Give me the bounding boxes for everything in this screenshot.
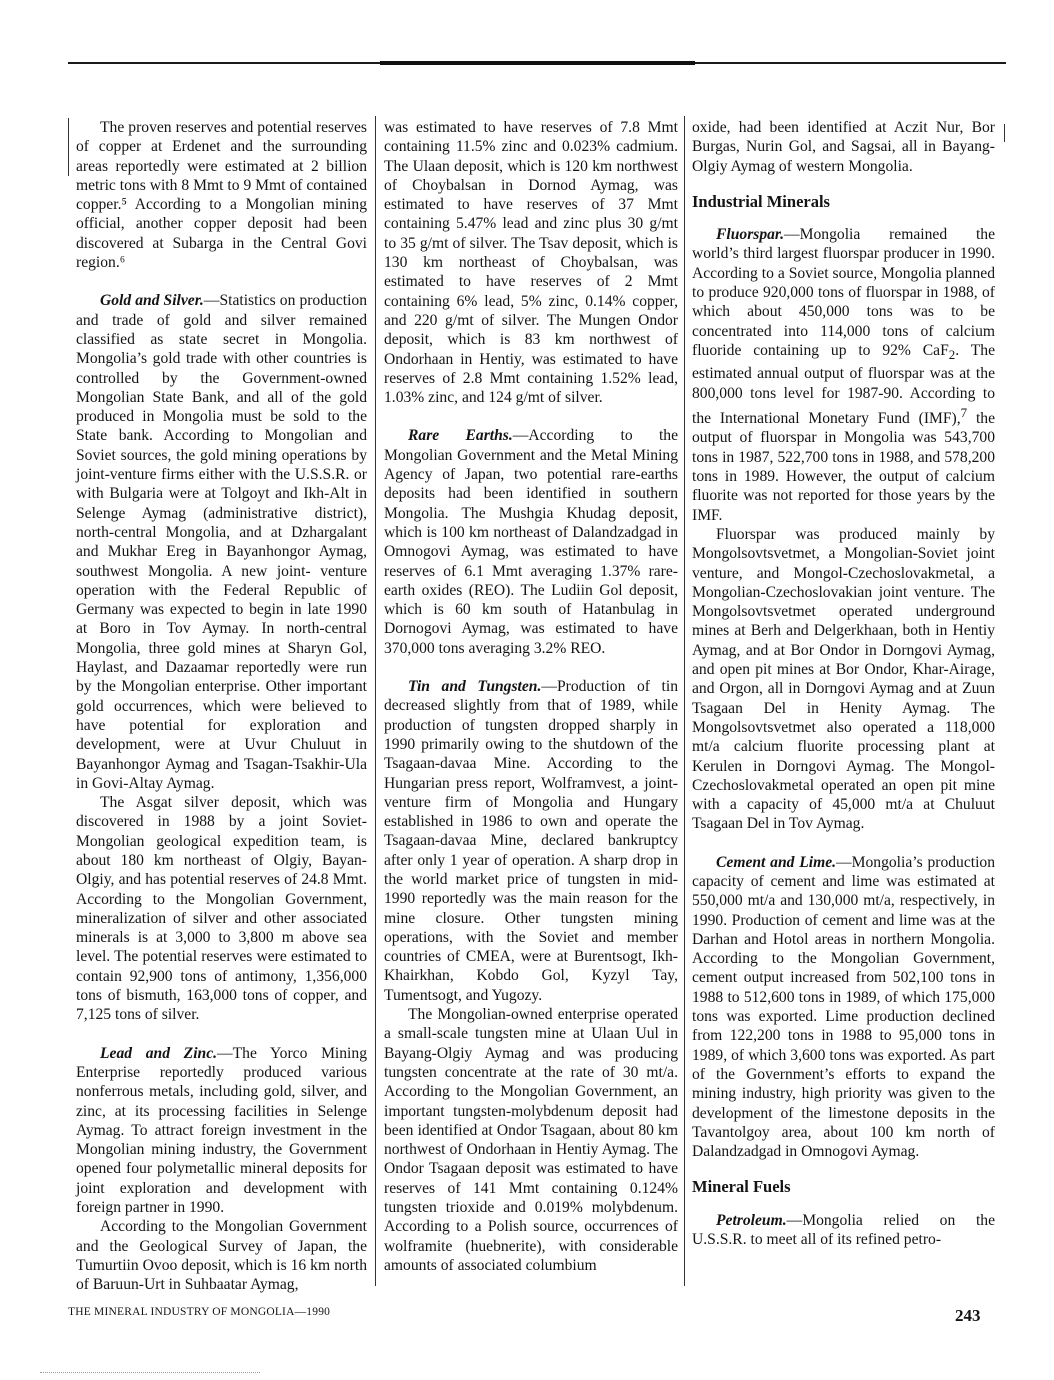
cement-lime-paragraph: Cement and Lime.—Mongolia’s production capacity of cement and lime was estimated at 550,000 mt/a and 130,000 mt/a, respectively, in 1990. Production of cement and lime was at the Darhan and Hotol areas in northern Mongolia. According to the Mongolian Government, cement output increased from 502,100 tons in 1988 to 512,600 tons in 1989, of which 175,000 tons was exported. Lime production declined from 122,200 tons in 1988 to 95,000 tons in 1989, of which 3,600 tons was exported. As part of the Government’s efforts to expand the mining industry, high priority was given to the development of the limestone deposits in the Tavantolgoy area, about 100 km north of Dalandzadgad in Omnogovi Aymag. bbox=[692, 853, 996, 1161]
tumurtiin-paragraph: According to the Mongolian Government and the Geological Survey of Japan, the Tumurtiin Ovoo deposit, which is 16 km north of Baruun-Urt in Suhbaatar Aymag, bbox=[76, 1218, 367, 1294]
asgat-silver-paragraph: The Asgat silver deposit, which was discovered in 1988 by a joint Soviet-Mongolian geological expedition team, is about 180 km northeast of Olgiy, Bayan-Olgiy, and has potential reserves of 24.8 Mmt. According to the Mongolian Government, mineralization of silver and other associated minerals is at 3,000 to 3,800 m above sea level. The potential reserves were estimated to contain 92,900 tons of antimony, 1,356,000 tons of bismuth, 163,000 tons of copper, and 7,125 tons of silver. bbox=[76, 794, 367, 1024]
tin-tungsten-paragraph: Tin and Tungsten.—Production of tin decreased slightly from that of 1989, while production of tungsten dropped sharply in 1990 primarily owing to the shutdown of the Tsagaan-davaa Mine. According to the Hungarian press report, Wolframvest, a joint- venture firm of Mongolia and Hungary established in 1986 to own and operate the Tsagaan-davaa Mine, declared bankruptcy after only 1 year of operation. A sharp drop in the world market price of tungsten in mid-1990 reportedly was the main reason for the mine closure. Other tungsten mining operations, with the Soviet and member countries of CMEA, were at Burentsogt, Ikh-Khairkhan, Kobdo Gol, Kyzyl Tay, Tumentsogt, and Yugozy. bbox=[384, 678, 678, 1004]
column-divider-1 bbox=[375, 116, 376, 1286]
petroleum-subhead: Petroleum. bbox=[716, 1211, 787, 1229]
column-divider-left bbox=[68, 118, 69, 176]
mineral-fuels-heading: Mineral Fuels bbox=[692, 1177, 791, 1197]
scan-artifact bbox=[40, 1372, 260, 1374]
column-divider-right bbox=[1004, 124, 1005, 142]
tin-tungsten-subhead: Tin and Tungsten. bbox=[408, 678, 542, 696]
page-number: 243 bbox=[955, 1306, 981, 1325]
lead-zinc-subhead: Lead and Zinc. bbox=[100, 1044, 218, 1062]
petroleum-paragraph: Petroleum.—Mongolia relied on the U.S.S.R. to meet all of its refined petro- bbox=[692, 1211, 995, 1249]
tungsten-mine-paragraph: The Mongolian-owned enterprise operated a small-scale tungsten mine at Ulaan Uul in Bayang-Olgiy Aymag and was producing tungsten concentrate at the rate of 30 mt/a. According to the Mongolian Government, an important tungsten-molybdenum deposit had been identified at Ondor Tsagaan, about 80 km northwest of Ondorhaan in Hentiy Aymag. The Ondor Tsagaan deposit was estimated to have reserves of 141 Mmt containing 0.124% tungsten trioxide and 0.019% molybdenum. According to a Polish source, occurrences of wolframite (huebnerite), with considerable amounts of associated columbium bbox=[384, 1006, 678, 1274]
gold-silver-paragraph: Gold and Silver.—Statistics on production and trade of gold and silver remained classified as state secret in Mongolia. Mongolia’s gold trade with other countries is controlled by the Government-owned Mongolian State Bank, and all of the gold produced in Mongolia must be sold to the State bank. According to Mongolian and Soviet sources, the gold mining operations by joint-venture firms either with the U.S.S.R. or with Bulgaria were at Tolgoyt and Ikh-Alt in Selenge Aymag (administrative district), north-central Mongolia, and at Dzhargalant and Mukhar Ereg in Bayanhongor Aymag, southwest Mongolia. A new joint- venture operation with the Federal Republic of Germany was expected to begin in late 1990 at Boro in Tov Aymay. In north-central Mongolia, three gold mines at Sharyn Gol, Haylast, and Dazaamar reportedly were run by the Mongolian enterprise. Other important gold occurrences, which were believed to have potential for exploration and development, were at Uvur Chuluut in Bayanhongor Aymag and Tsagan-Tsakhir-Ula in Govi-Altay Aymag. bbox=[76, 292, 367, 792]
text-column-3 bbox=[692, 118, 995, 1249]
copper-paragraph: The proven reserves and potential reserves of copper at Erdenet and the surrounding areas reportedly were estimated at 2 billion metric tons with 8 Mmt to 9 Mmt of contained copper.⁵ According to a Mongolian mining official, another copper deposit had been discovered at Subarga in the Central Govi region.⁶ bbox=[76, 119, 367, 272]
text-column-1 bbox=[76, 118, 367, 1295]
columbium-paragraph: oxide, had been identified at Aczit Nur, Bor Burgas, Nurin Gol, and Sagsai, all in Bayang-Olgiy Aymag of western Mongolia. bbox=[692, 119, 995, 175]
text-column-2 bbox=[384, 118, 678, 1275]
fluorspar-subhead: Fluorspar. bbox=[716, 226, 785, 244]
cement-lime-subhead: Cement and Lime. bbox=[716, 853, 837, 871]
top-rule-accent bbox=[380, 61, 695, 65]
fluorspar-production-paragraph: Fluorspar was produced mainly by Mongolsovtsvetmet, a Mongolian-Soviet joint venture, and Mongol-Czechoslovakmetal, a Mongolian-Czechoslovakian joint venture. The Mongolsovtsvetmet operated underground mines at Berh and Delgerkhaan, both in Hentiy Aymag, and at Bor Ondor in Dorngovi Aymag, and open pit mines at Bor Ondor, Khar-Airage, and Orgon, all in Dorngovi Aymag and at Zuun Tsagaan Del in Henity Aymag. The Mongolsovtsvetmet also operated a 118,000 mt/a calcium fluorite processing plant at Kerulen in Dorngovi Aymag. The Mongol-Czechoslovakmetal operated an open pit mine with a capacity of 45,000 mt/a at Chuluut Tsagaan Del in Tov Aymag. bbox=[692, 525, 995, 833]
lead-zinc-paragraph: Lead and Zinc.—The Yorco Mining Enterprise reportedly produced various nonferrous metals, including gold, silver, and zinc, at its processing facilities in Selenge Aymag. To attract foreign investment in the Mongolian mining industry, the Government opened four polymetallic mineral deposits for joint exploration and development with foreign partner in 1990. bbox=[76, 1044, 367, 1217]
running-footer-title: THE MINERAL INDUSTRY OF MONGOLIA—1990 bbox=[68, 1306, 331, 1318]
column-divider-2 bbox=[684, 116, 685, 1286]
gold-silver-subhead: Gold and Silver. bbox=[100, 292, 204, 310]
rare-earths-subhead: Rare Earths. bbox=[408, 427, 513, 445]
rare-earths-paragraph: Rare Earths.—According to the Mongolian Government and the Metal Mining Agency of Japan, two potential rare-earths deposits had been identified in southern Mongolia. The Mushgia Khudag deposit, which is 100 km northeast of Dalandzadgad in Omnogovi Aymag, was estimated to have reserves of 6.1 Mmt averaging 1.37% rare-earth oxides (REO). The Ludiin Gol deposit, which is 60 km south of Hatanbulag in Dornogovi Aymag, was estimated to have 370,000 tons averaging 3.2% REO. bbox=[384, 427, 679, 657]
industrial-minerals-heading: Industrial Minerals bbox=[692, 191, 830, 211]
fluorspar-paragraph: Fluorspar.—Mongolia remained the world’s third largest fluorspar producer in 1990. According to a Soviet source, Mongolia planned to produce 920,000 tons of fluorspar in 1988, of which about 450,000 tons was to be concentrated into 114,000 tons of calcium fluoride containing up to 92% CaF$_2$. The estimated annual output of fluorspar was at the 800,000 tons level for 1987-90. According to the International Monetary Fund (IMF),$^7$ the output of fluorspar in Mongolia was 543,700 tons in 1987, 522,700 tons in 1988, and 578,200 tons in 1989. However, the output of calcium fluorite was not reported for those years by the IMF. bbox=[692, 226, 995, 524]
deposits-paragraph: was estimated to have reserves of 7.8 Mmt containing 11.5% zinc and 0.023% cadmium. The Ulaan deposit, which is 120 km northwest of Choybalsan in Dornod Aymag, was estimated to have reserves of 37 Mmt containing 5.47% lead and zinc plus 30 g/mt to 35 g/mt of silver. The Tsav deposit, which is 130 km northeast of Choybalsan, was estimated to have reserves of 2 Mmt containing 6% lead, 5% zinc, 0.14% copper, and 220 g/mt of silver. The Mungen Ondor deposit, which is 83 km northwest of Ondorhaan in Hentiy, was estimated to have reserves of 2.8 Mmt containing 1.52% lead, 1.03% zinc, and 124 g/mt of silver. bbox=[384, 119, 678, 407]
